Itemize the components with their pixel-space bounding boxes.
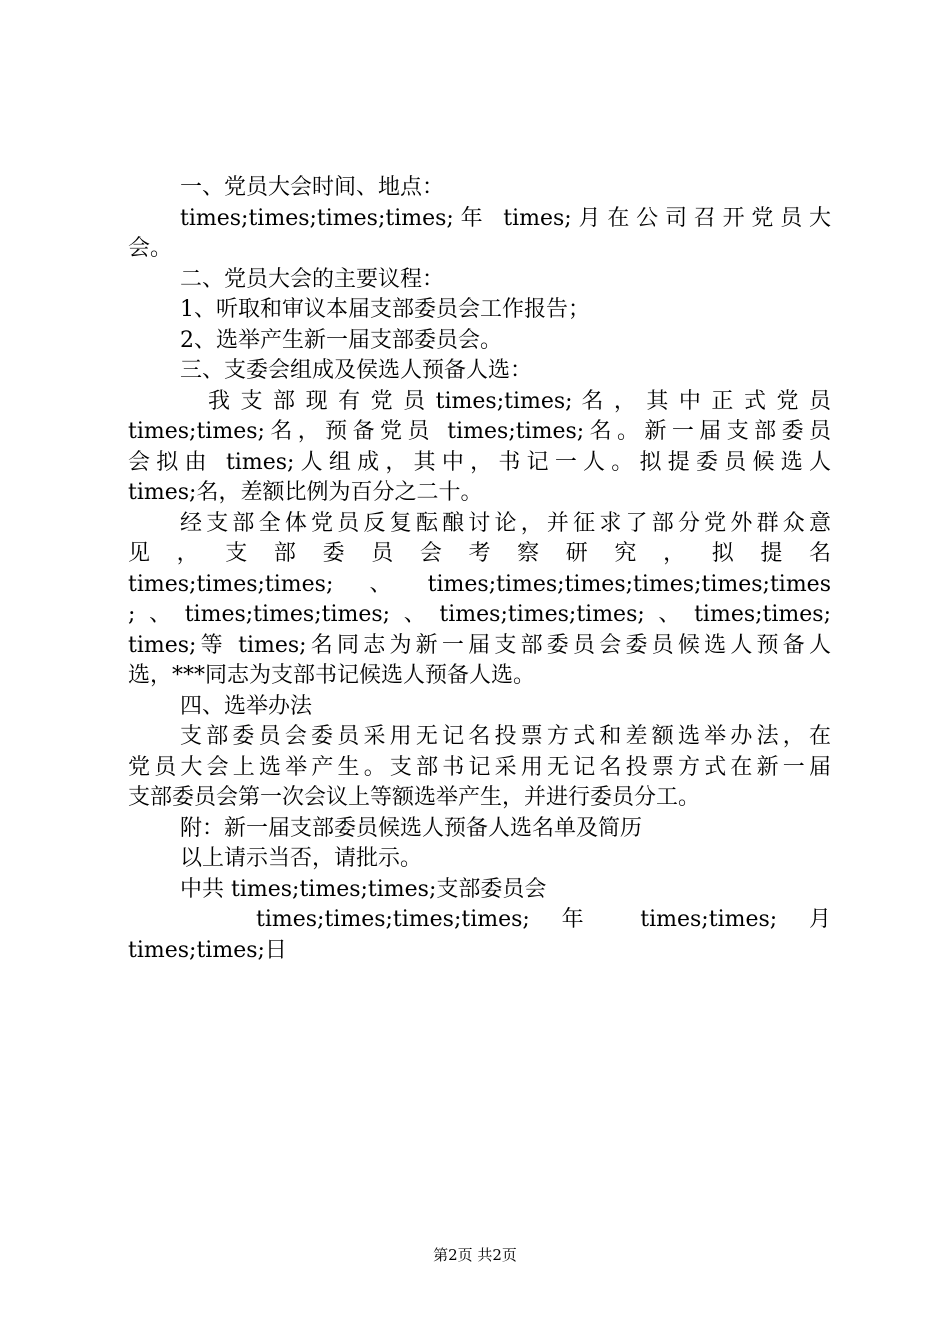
attachment-note: 附：新一届支部委员候选人预备人选名单及简历 <box>180 815 643 841</box>
section-heading-3: 三、支委会组成及侯选人预备人选： <box>180 358 533 383</box>
request-line: 以上请示当否，请批示。 <box>180 846 423 871</box>
paragraph-line: 经支部全体党员反复酝酿讨论，并征求了部分党外群众意 <box>180 510 831 536</box>
paragraph-line: 党员大会上选举产生。支部书记采用无记名投票方式在新一届 <box>128 754 831 780</box>
section-heading-4: 四、选举办法 <box>180 693 313 719</box>
paragraph-line: times;times;times;、times;times;times;times;times;times <box>128 571 831 597</box>
signature-org: 中共 times;times;times;支部委员会 <box>180 876 547 902</box>
paragraph-line: 会。 <box>128 236 173 261</box>
signature-date-day: times;times;日 <box>128 937 287 963</box>
paragraph-line: 我 支 部 现 有 党 员 times;times; 名 ， 其 中 正 式 党 员 <box>208 388 831 414</box>
document-body <box>128 173 831 966</box>
agenda-item-1: 1、听取和审议本届支部委员会工作报告； <box>180 297 590 322</box>
section-heading-1: 一、党员大会时间、地点： <box>180 175 445 200</box>
agenda-item-2: 2、选举产生新一届支部委员会。 <box>180 327 502 353</box>
paragraph-line: 支部委员会第一次会议上等额选举产生，并进行委员分工。 <box>128 785 701 810</box>
paragraph-line: 见 ， 支 部 委 员 会 考 察 研 究 ， 拟 提 名 <box>128 541 831 566</box>
paragraph-line: times;times;times;times;年 times;月在公司召开党员大 <box>180 205 831 231</box>
paragraph-line: 支部委员会委员采用无记名投票方式和差额选举办法，在 <box>180 724 831 749</box>
signature-date: times;times;times;times; 年 times;times; 月 <box>256 907 831 932</box>
paragraph-line: times;等 times;名同志为新一届支部委员会委员候选人预备人 <box>128 632 831 658</box>
section-heading-2: 二、党员大会的主要议程： <box>180 266 445 292</box>
page-footer: 第2页 共2页 <box>433 1246 517 1264</box>
paragraph-line: times;times;名，预备党员 times;times;名。新一届支部委员 <box>128 419 831 444</box>
paragraph-line: ;、times;times;times;、times;times;times;、times;times; <box>128 602 831 627</box>
paragraph-line: 选，***同志为支部书记候选人预备人选。 <box>128 663 536 688</box>
paragraph-line: 会拟由 times;人组成，其中，书记一人。拟提委员候选人 <box>128 449 831 475</box>
paragraph-line: times;名，差额比例为百分之二十。 <box>128 480 483 505</box>
